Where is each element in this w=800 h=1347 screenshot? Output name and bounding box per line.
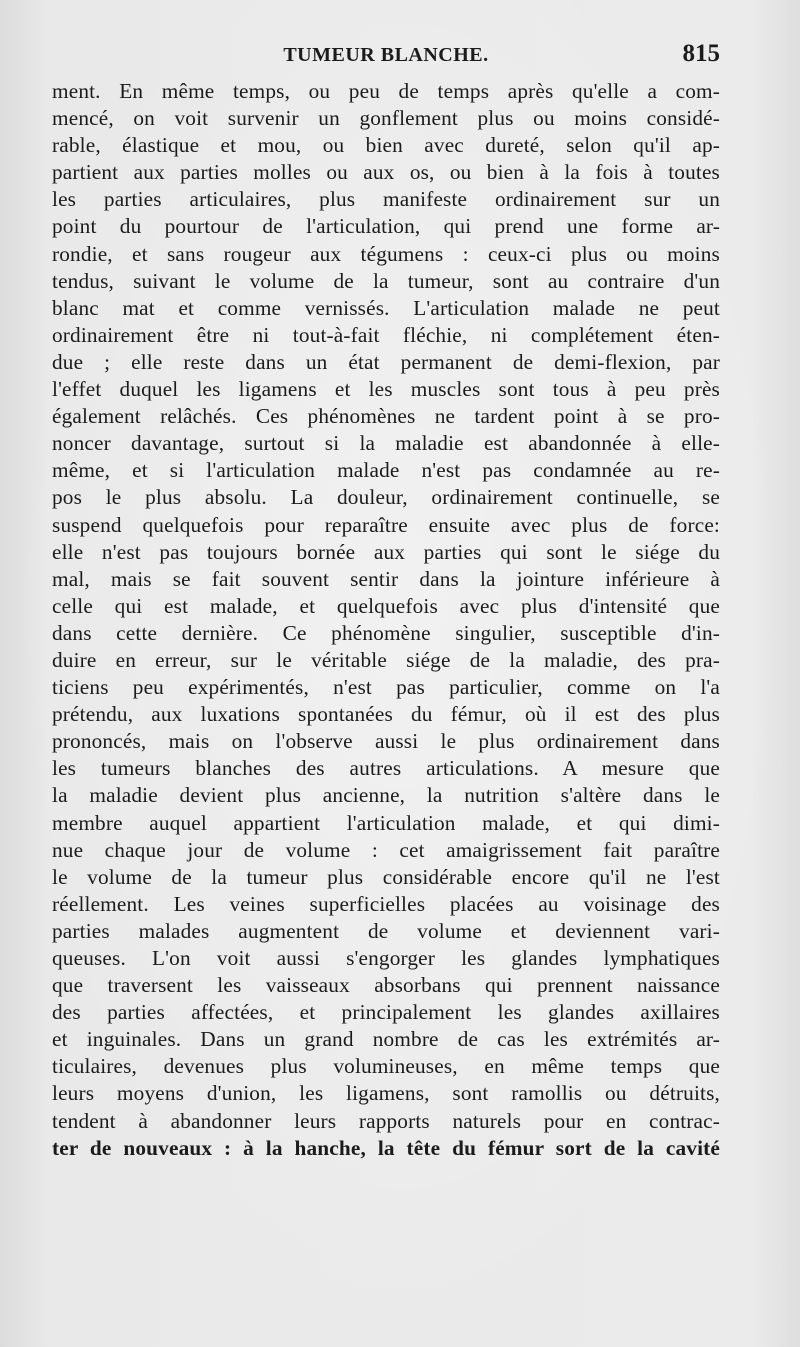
text-line: blanc mat et comme vernissés. L'articulation malade ne peut <box>52 295 720 320</box>
text-line: mencé, on voit survenir un gonflement plus ou moins considé- <box>52 106 720 131</box>
text-line: les parties articulaires, plus manifeste ordinairement sur un <box>52 187 720 212</box>
text-line: mal, mais se fait souvent sentir dans la jointure inférieure à <box>52 566 720 591</box>
text-line: également relâchés. Ces phénomènes ne tardent point à se pro- <box>52 404 720 429</box>
text-line: prétendu, aux luxations spontanées du fémur, où il est des plus <box>52 702 720 727</box>
text-line: celle qui est malade, et quelquefois avec plus d'intensité que <box>52 593 720 618</box>
text-line: pos le plus absolu. La douleur, ordinairement continuelle, se <box>52 485 720 510</box>
text-line: que traversent les vaisseaux absorbans qui prennent naissance <box>52 973 720 998</box>
text-line: des parties affectées, et principalement les glandes axillaires <box>52 1000 720 1025</box>
text-line: dans cette dernière. Ce phénomène singulier, susceptible d'in- <box>52 620 720 645</box>
text-line: noncer davantage, surtout si la maladie est abandonnée à elle- <box>52 431 720 456</box>
text-line: l'effet duquel les ligamens et les muscles sont tous à peu près <box>52 377 720 402</box>
text-line: tendus, suivant le volume de la tumeur, sont au contraire d'un <box>52 268 720 293</box>
text-line: ticiens peu expérimentés, n'est pas particulier, comme on l'a <box>52 675 720 700</box>
text-line: queuses. L'on voit aussi s'engorger les glandes lymphatiques <box>52 946 720 970</box>
text-line: et inguinales. Dans un grand nombre de cas les extrémités ar- <box>52 1027 720 1052</box>
text-line: duire en erreur, sur le véritable siége de la maladie, des pra- <box>52 647 720 672</box>
text-line: membre auquel appartient l'articulation malade, et qui dimi- <box>52 810 720 835</box>
text-line: ment. En même temps, ou peu de temps après qu'elle a com- <box>52 79 720 103</box>
text-line: suspend quelquefois pour reparaître ensuite avec plus de force: <box>52 512 720 537</box>
text-line: rondie, et sans rougeur aux tégumens : ceux-ci plus ou moins <box>52 241 720 266</box>
text-line: parties malades augmentent de volume et deviennent vari- <box>52 918 720 943</box>
text-line: les tumeurs blanches des autres articulations. A mesure que <box>52 756 720 781</box>
text-line: ticulaires, devenues plus volumineuses, en même temps que <box>52 1054 720 1079</box>
text-line: partient aux parties molles ou aux os, ou bien à la fois à toutes <box>52 160 720 185</box>
text-line: elle n'est pas toujours bornée aux parties qui sont le siége du <box>52 539 720 564</box>
text-line: réellement. Les veines superficielles placées au voisinage des <box>52 891 720 916</box>
text-line: ordinairement être ni tout-à-fait fléchie, ni complétement éten- <box>52 322 720 347</box>
text-line: même, et si l'articulation malade n'est pas condamnée au re- <box>52 458 720 483</box>
text-line: le volume de la tumeur plus considérable encore qu'il ne l'est <box>52 864 720 889</box>
text-line: ter de nouveaux : à la hanche, la tête du fémur sort de la cavité <box>52 1135 720 1160</box>
text-line: la maladie devient plus ancienne, la nutrition s'altère dans le <box>52 783 720 808</box>
text-line: rable, élastique et mou, ou bien avec dureté, selon qu'il ap- <box>52 133 720 158</box>
running-title: TUMEUR BLANCHE. <box>283 44 489 66</box>
text-line: nue chaque jour de volume : cet amaigrissement fait paraître <box>52 837 720 862</box>
body-text <box>52 78 720 1162</box>
text-line: leurs moyens d'union, les ligamens, sont ramollis ou détruits, <box>52 1081 720 1106</box>
text-line: due ; elle reste dans un état permanent de demi-flexion, par <box>52 349 720 374</box>
page-header <box>52 40 720 74</box>
text-line: prononcés, mais on l'observe aussi le plus ordinairement dans <box>52 729 720 754</box>
text-line: tendent à abandonner leurs rapports naturels pour en contrac- <box>52 1108 720 1133</box>
text-line: point du pourtour de l'articulation, qui prend une forme ar- <box>52 214 720 239</box>
page-number: 815 <box>682 40 720 67</box>
